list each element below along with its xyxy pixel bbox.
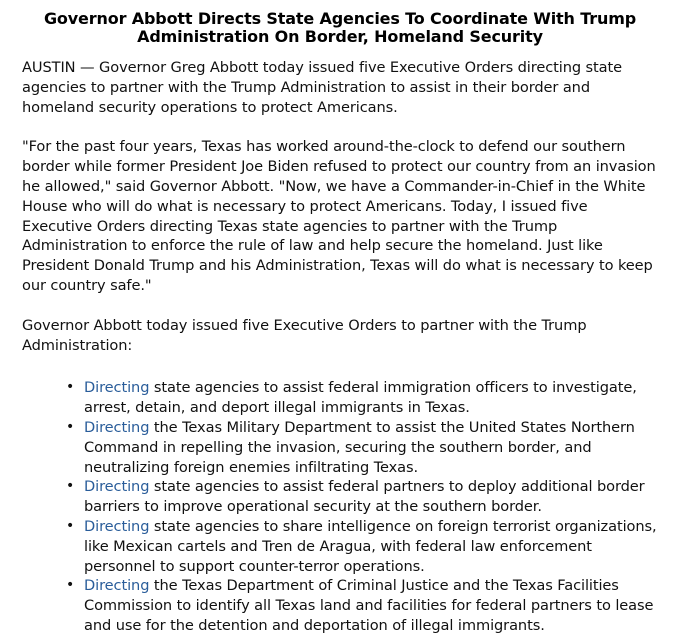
list-item: [66, 378, 658, 418]
order-text: the Texas Department of Criminal Justice and the Texas Facilities Commission to identify all Texas land and facilities for federal partners to lease and use for the detention and deportation of illegal immigrants.: [84, 577, 654, 634]
order-text: state agencies to assist federal partners to deploy additional border barriers to improve operational security at the southern border.: [84, 478, 645, 516]
bullet-icon: •: [66, 517, 75, 534]
bullet-icon: •: [66, 379, 75, 396]
directing-link[interactable]: Directing: [84, 418, 150, 436]
directing-link[interactable]: Directing: [84, 478, 150, 496]
list-item: [66, 418, 658, 477]
directing-link[interactable]: Directing: [84, 379, 150, 397]
intro-paragraph: AUSTIN — Governor Greg Abbott today issued five Executive Orders directing state agencies to partner with the Trump Administration to assist in their border and homeland security operations to protect Americans.: [22, 59, 623, 116]
bullet-icon: •: [66, 577, 75, 594]
directing-link[interactable]: Directing: [84, 517, 150, 535]
order-text: the Texas Military Department to assist the United States Northern Command in repelling the invasion, securing the southern border, and neutralizing foreign enemies infiltrating Texas.: [84, 418, 635, 476]
orders-intro-paragraph: Governor Abbott today issued five Executive Orders to partner with the Trump Administration:: [22, 316, 587, 354]
bullet-icon: •: [66, 478, 75, 495]
order-text: state agencies to assist federal immigration officers to investigate, arrest, detain, and deport illegal immigrants in Texas.: [84, 379, 637, 417]
executive-orders-list: [22, 378, 658, 635]
directing-link[interactable]: Directing: [84, 577, 150, 595]
list-item: [66, 576, 658, 635]
headline: Governor Abbott Directs State Agencies To Coordinate With Trump Administration On Border, Homeland Security: [43, 9, 637, 46]
list-item: [66, 517, 658, 576]
list-item: [66, 477, 658, 517]
bullet-icon: •: [66, 418, 75, 435]
order-text: state agencies to share intelligence on foreign terrorist organizations, like Mexican cartels and Tren de Aragua, with federal law enforcement personnel to support counter-terror operations.: [84, 517, 657, 575]
quote-paragraph: "For the past four years, Texas has worked around-the-clock to defend our southern border while former President Joe Biden refused to protect our country from an invasion he allowed," said Governor Abbott. "Now, we have a Commander-in-Chief in the White House who will do what is necessary to protect Americans. Today, I issued five Executive Orders directing Texas state agencies to partner with the Trump Administration to enforce the rule of law and help secure the homeland. Just like President Donald Trump and his Administration, Texas will do what is necessary to keep our country safe.": [22, 138, 656, 294]
